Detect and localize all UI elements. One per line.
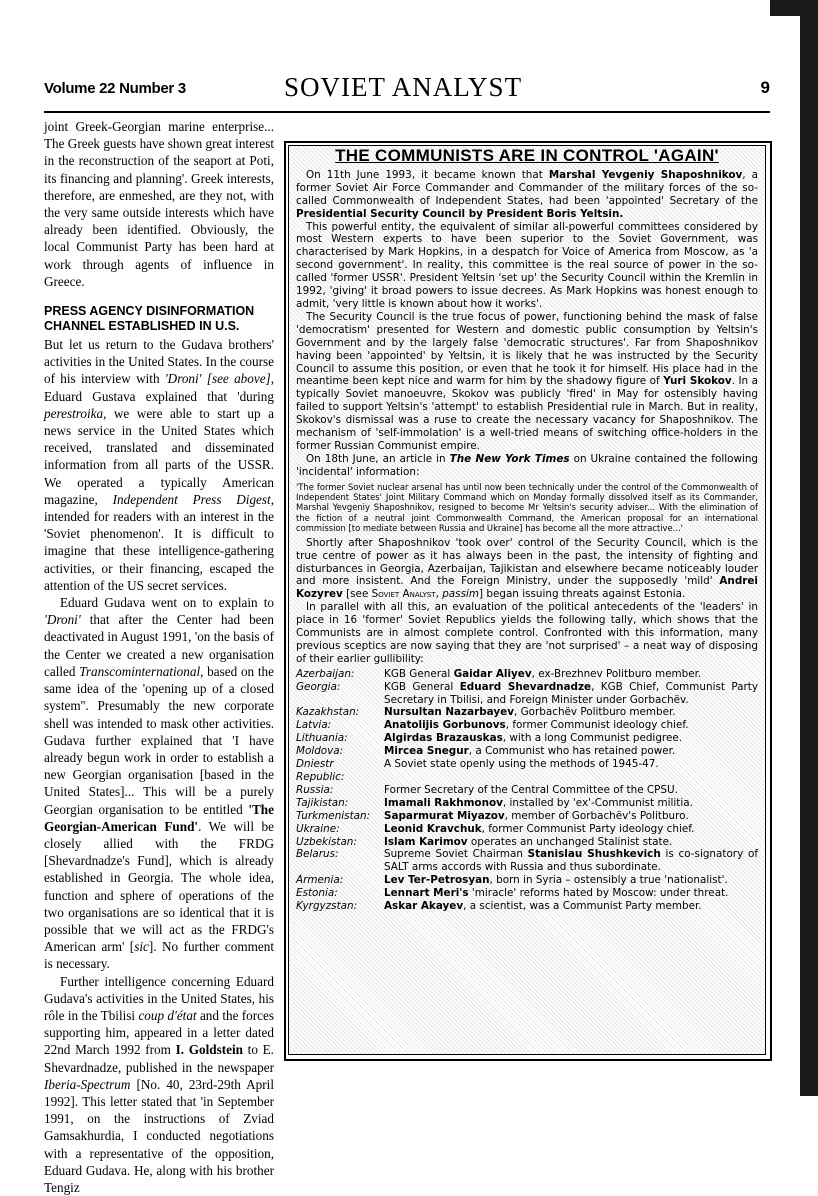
tally-row: [296, 848, 758, 874]
publication-title: SOVIET ANALYST: [284, 72, 523, 102]
tally-row: [296, 668, 758, 681]
tally-leader-name: Stanislau Shushkevich: [527, 848, 661, 861]
box-title: THE COMMUNISTS ARE IN CONTROL 'AGAIN': [335, 146, 719, 165]
tally-republic: Tajikistan:: [296, 796, 349, 809]
paragraph: But let us return to the Gudava brothers' activities in the United States. In the course of his interview with 'Droni' [see above], Eduard Gustava explained that 'during perestroika, we were able to start up a news service in the United States which received, translated and disseminated information from all parts of the USSR. We operated a typically American magazine, Independent Press Digest, intended for readers with an interest in the 'Soviet phenomenon'. It is difficult to imagine that these intelligence-gathering activities, or their financing, escaped the attention of the US secret services.: [44, 337, 274, 593]
tally-leader-name: Gaidar Aliyev: [453, 667, 532, 680]
tally-leader-name: Islam Karimov: [384, 835, 468, 848]
tally-description: Lennart Meri's 'miracle' reforms hated by Moscow: under threat.: [384, 887, 729, 900]
tally-leader-name: Askar Akayev: [384, 900, 464, 913]
page-number: 9: [760, 78, 770, 97]
tally-description: Nursultan Nazarbayev, Gorbachëv Politburo member.: [384, 706, 676, 719]
paragraph: joint Greek-Georgian marine enterprise... The Greek guests have shown great interest in the reconstruction of the seaport at Poti, its financing and planning'. Greek interests, therefore, are enmeshed, are they not, with the very same outside interests which have already been identified. Obviously, the local Communist Party has been hard at work through agents of influence in Greece.: [44, 119, 274, 289]
tally-row: [296, 887, 758, 900]
box-paragraph: On 11th June 1993, it became known that Marshal Yevgeniy Shaposhnikov, a former Soviet Air Force Commander and Commander of the military forces of the so-called Commonwealth of Independent States, had been 'appointed' Secretary of the Presidential Security Council by President Boris Yeltsin.: [296, 168, 758, 220]
tally-leader-name: Eduard Shevardnadze: [459, 680, 592, 693]
tally-description: KGB General Eduard Shevardnadze, KGB Chief, Communist Party Secretary in Tbilisi, and Foreign Minister under Gorbachëv.: [384, 680, 758, 706]
tally-republic: Armenia:: [296, 874, 344, 887]
tally-republic: Uzbekistan:: [296, 835, 357, 848]
tally-republic: Lithuania:: [296, 732, 348, 745]
header-rule: [44, 111, 770, 113]
tally-row: [296, 758, 758, 784]
tally-republic: Belarus:: [296, 848, 339, 861]
tally-leader-name: Saparmurat Miyazov: [384, 809, 505, 822]
tally-row: [296, 706, 758, 719]
tally-description: Leonid Kravchuk, former Communist Party ideology chief.: [384, 822, 695, 835]
tally-description: Supreme Soviet Chairman Stanislau Shushkevich is co-signatory of SALT arms accords with Russia and thus subordinate.: [384, 848, 758, 874]
tally-republic: Dniestr Republic:: [296, 758, 345, 783]
tally-row: [296, 810, 758, 823]
volume-label: Volume 22 Number 3: [44, 80, 186, 97]
tally-description: Mircea Snegur, a Communist who has retained power.: [384, 745, 676, 758]
tally-leader-name: Nursultan Nazarbayev: [384, 706, 514, 719]
tally-description: Lev Ter-Petrosyan, born in Syria – ostensibly a true 'nationalist'.: [384, 874, 728, 887]
tally-leader-name: Mircea Snegur: [384, 745, 469, 758]
tally-leader-name: Algirdas Brazauskas: [384, 732, 503, 745]
scan-edge-right: [800, 0, 818, 1096]
box-paragraph: On 18th June, an article in The New York Times on Ukraine contained the following 'incidental' information:: [296, 452, 759, 478]
box-paragraph: This powerful entity, the equivalent of similar all-powerful committees considered by most Western experts to have been superior to the Soviet Government, was characterised by Mark Hopkins, in a despatch for Voice of America from Moscow, as 'a second government'. In reality, this committee is the real source of power in the so-called 'former USSR'. President Yeltsin 'set up' the Security Council within the Kremlin in 1992, 'giving' it broad powers to issue decrees. As Mark Hopkins was honest enough to admit, 'very little is known about how it works'.: [296, 220, 758, 310]
box-quote: 'The former Soviet nuclear arsenal has until now been technically under the control of the Commonwealth of Independent States' Joint Military Command which on Monday formally dissolved itself as its Commander, Marshal Yevgeniy Shaposhnikov, resigned to become Mr Yeltsin's security adviser... With the elimination of the fiction of a neutral joint Commonwealth Command, the American proposal for an international commission [to mediate between Russia and Ukraine] has become all the more attractive...': [296, 481, 758, 534]
tally-republic: Kyrgyzstan:: [296, 900, 358, 913]
tally-leader-name: Lennart Meri's: [384, 887, 469, 900]
tally-description: Islam Karimov operates an unchanged Stalinist state.: [384, 835, 673, 848]
tally-republic: Georgia:: [296, 680, 341, 693]
section-heading: PRESS AGENCY DISINFORMATION CHANNEL ESTABLISHED IN U.S.: [44, 304, 255, 334]
tally-description: Former Secretary of the Central Committee of the CPSU.: [384, 783, 678, 796]
tally-row: [296, 797, 758, 810]
box-paragraph: Shortly after Shaposhnikov 'took over' control of the Security Council, which is the true centre of power as it has always been in the past, the intensity of fighting and disturbances in Georgia, Azerbaijan, Tajikistan and elsewhere became noticeably louder and more insistent. And the Foreign Ministry, under the supposedly 'mild' Andrei Kozyrev [see Soviet Analyst, passim] began issuing threats against Estonia.: [296, 536, 758, 601]
tally-leader-name: Imamali Rakhmonov: [384, 796, 503, 809]
tally-republic: Kazakhstan:: [296, 706, 360, 719]
sidebar-box: [296, 146, 759, 1050]
tally-row: [296, 784, 758, 797]
tally-leader-name: Leonid Kravchuk: [384, 822, 482, 835]
tally-republic: Ukraine:: [296, 822, 340, 835]
box-paragraph: The Security Council is the true focus of power, functioning behind the mask of false 'democratism' presented for Western and domestic public consumption by Yeltsin's Government and by the largely false 'democratic structures'. Far from Shaposhnikov having been 'appointed' by Yeltsin, it is likely that he was instructed by the Security Council to assume this position, or even that he took it for himself. His place had in the meantime been kept nice and warm for him by the shadowy figure of Yuri Skokov. In a typically Soviet manoeuvre, Skokov was publicly 'fired' in May for ostensibly having failed to support Yeltsin's 'attempt' to establish Presidential rule in March. But in reality, Skokov's dismissal was a ruse to create the necessary vacancy for Shaposhnikov. The mechanism of 'self-immolation' is a well-tried means of switching office-holders in the former Russian Communist empire.: [296, 310, 758, 452]
tally-republic: Azerbaijan:: [296, 667, 355, 680]
paragraph: Eduard Gudava went on to explain to 'Droni' that after the Center had been deactivated in August 1991, 'on the basis of the Center we created a new organisation called Transcominternational, based on the same idea of the 'opening up of a closed system''. Presumably the new corporate shell was intended to mask other activities. Gudava further explained that 'I have already begun work in order to establish a new Georgian organisation [based in the United States]... This will be a purely Georgian organisation to be entitled 'The Georgian-American Fund'. We will be closely allied with the FRDG [Shevardnadze's Fund], which is already established in Georgia. The whole idea, function and sphere of operations of the two organisations are so identical that it is possible that we will act as the FRDG's American arm' [sic]. No further comment is necessary.: [44, 595, 275, 972]
republic-tally: [296, 668, 758, 913]
tally-description: A Soviet state openly using the methods of 1945-47.: [384, 758, 659, 771]
page-header: [44, 72, 770, 108]
tally-description: Saparmurat Miyazov, member of Gorbachëv's Politburo.: [384, 809, 689, 822]
tally-description: KGB General Gaidar Aliyev, ex-Brezhnev Politburo member.: [384, 667, 702, 680]
tally-row: [296, 823, 758, 836]
box-paragraph: In parallel with all this, an evaluation of the political antecedents of the 'leaders' in place in 16 'former' Soviet Republics yields the following tally, which shows that the Communists are in almost complete control. Confronted with this information, many previous sceptics are now saying that they are 'not surprised' – a neat way of disposing of their earlier gullibility:: [296, 601, 758, 665]
tally-republic: Estonia:: [296, 887, 338, 900]
tally-republic: Russia:: [296, 783, 334, 796]
left-column: [44, 118, 275, 1195]
tally-row: [296, 836, 758, 849]
tally-row: [296, 874, 758, 887]
tally-row: [296, 719, 758, 732]
tally-description: Anatolijis Gorbunovs, former Communist ideology chief.: [384, 719, 689, 732]
tally-description: Askar Akayev, a scientist, was a Communist Party member.: [384, 900, 702, 913]
tally-row: [296, 900, 758, 913]
paragraph: Further intelligence concerning Eduard Gudava's activities in the United States, his rôle in the Tbilisi coup d'état and the forces supporting him, appeared in a letter dated 22nd March 1992 from I. Goldstein to E. Shevardnadze, published in the newspaper Iberia-Spectrum [No. 40, 23rd-29th April 1992]. This letter stated that 'in September 1991, on the instructions of Zviad Gamsakhurdia, I conducted negotiations with a representative of the opposition, Eduard Gudava. He, along with his brother Tengiz: [44, 973, 274, 1195]
tally-row: [296, 732, 758, 745]
tally-republic: Moldova:: [296, 745, 344, 758]
tally-row: [296, 681, 758, 707]
tally-row: [296, 745, 758, 758]
tally-republic: Turkmenistan:: [296, 809, 371, 822]
tally-description: Algirdas Brazauskas, with a long Communist pedigree.: [384, 732, 683, 745]
tally-description: Imamali Rakhmonov, installed by 'ex'-Communist militia.: [384, 796, 693, 809]
tally-leader-name: Lev Ter-Petrosyan: [384, 874, 490, 887]
tally-republic: Latvia:: [296, 719, 332, 732]
tally-leader-name: Anatolijis Gorbunovs: [384, 719, 506, 732]
